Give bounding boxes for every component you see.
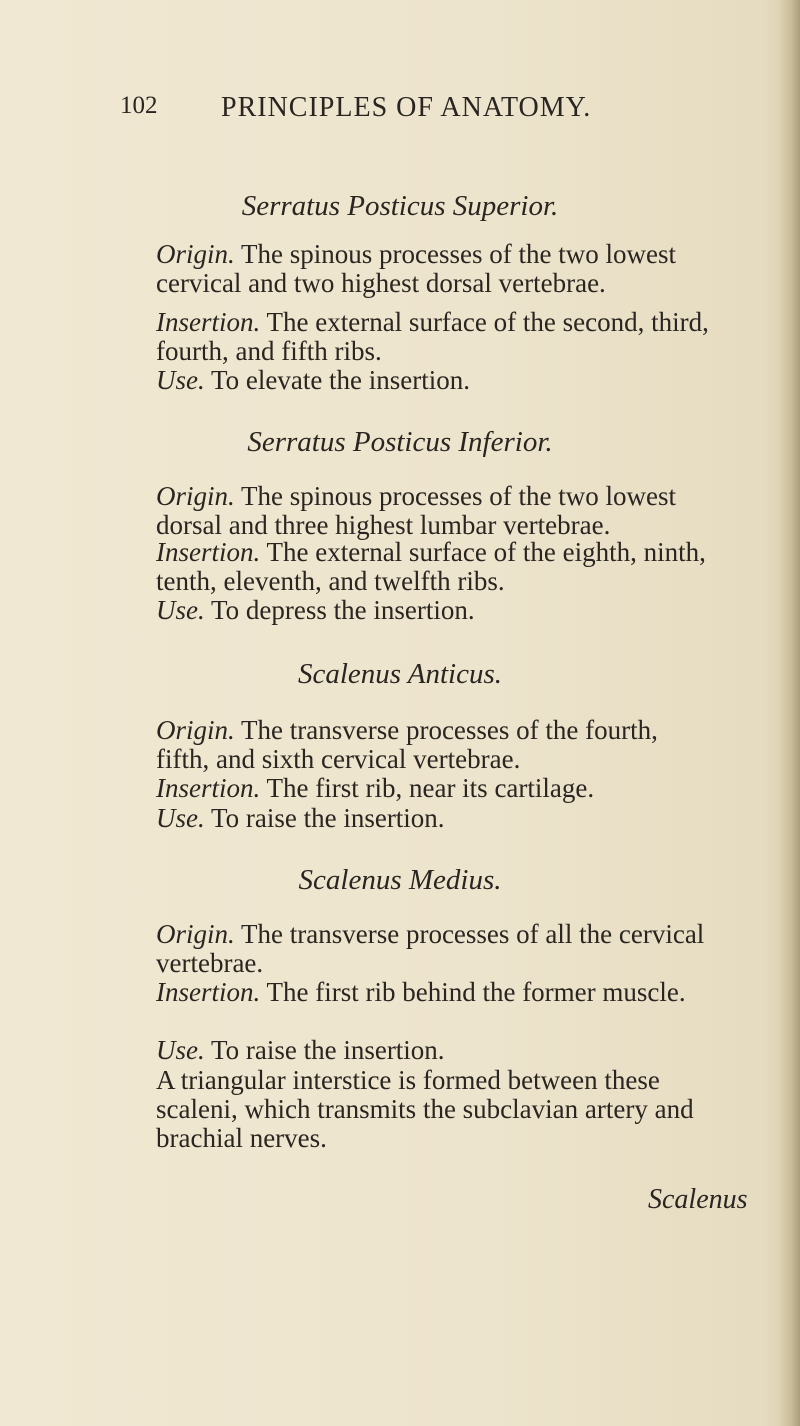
section-title: Serratus Posticus Inferior. xyxy=(247,426,553,458)
insertion-label: Insertion. xyxy=(156,977,261,1007)
origin-text: The transverse processes of the fourth, fifth, and sixth cervical vertebrae. xyxy=(156,715,658,774)
insertion-paragraph xyxy=(156,774,716,803)
use-text: To raise the insertion. xyxy=(204,803,445,833)
origin-label: Origin. xyxy=(156,715,235,745)
insertion-label: Insertion. xyxy=(156,307,261,337)
origin-label: Origin. xyxy=(156,481,235,511)
use-label: Use. xyxy=(156,1035,205,1065)
origin-text: The spinous processes of the two lowest dorsal and three highest lumbar vertebrae. xyxy=(156,481,676,540)
note-paragraph xyxy=(156,1066,716,1153)
use-paragraph xyxy=(156,1036,716,1065)
section-title: Scalenus Medius. xyxy=(298,864,502,896)
insertion-text: The first rib, near its cartilage. xyxy=(260,773,595,803)
origin-text: The transverse processes of all the cervical vertebrae. xyxy=(156,919,705,978)
use-label: Use. xyxy=(156,365,205,395)
page-number: 102 xyxy=(120,92,158,119)
insertion-label: Insertion. xyxy=(156,537,261,567)
origin-paragraph xyxy=(156,920,716,978)
use-label: Use. xyxy=(156,595,205,625)
use-label: Use. xyxy=(156,803,205,833)
origin-paragraph xyxy=(156,482,716,540)
origin-paragraph xyxy=(156,240,716,298)
page-header xyxy=(0,92,800,132)
use-paragraph xyxy=(156,596,716,625)
catchword: Scalenus xyxy=(648,1184,748,1215)
use-text: To depress the insertion. xyxy=(204,595,475,625)
origin-paragraph xyxy=(156,716,716,774)
insertion-text: The external surface of the eighth, ninth, tenth, eleventh, and twelfth ribs. xyxy=(156,537,706,596)
section-title: Serratus Posticus Superior. xyxy=(241,190,559,222)
insertion-paragraph xyxy=(156,978,716,1007)
running-title: PRINCIPLES OF ANATOMY. xyxy=(221,92,592,123)
insertion-text: The external surface of the second, third, fourth, and fifth ribs. xyxy=(156,307,709,366)
section-title: Scalenus Anticus. xyxy=(297,658,503,690)
use-paragraph xyxy=(156,804,716,833)
use-text: To elevate the insertion. xyxy=(204,365,471,395)
insertion-paragraph xyxy=(156,308,716,366)
origin-label: Origin. xyxy=(156,239,235,269)
use-paragraph xyxy=(156,366,716,395)
origin-text: The spinous processes of the two lowest cervical and two highest dorsal vertebrae. xyxy=(156,239,676,298)
insertion-paragraph xyxy=(156,538,716,596)
note-text: A triangular interstice is formed between these scaleni, which transmits the subclavian artery and brachial nerves. xyxy=(156,1065,694,1153)
origin-label: Origin. xyxy=(156,919,235,949)
use-text: To raise the insertion. xyxy=(204,1035,445,1065)
insertion-label: Insertion. xyxy=(156,773,261,803)
insertion-text: The first rib behind the former muscle. xyxy=(260,977,686,1007)
